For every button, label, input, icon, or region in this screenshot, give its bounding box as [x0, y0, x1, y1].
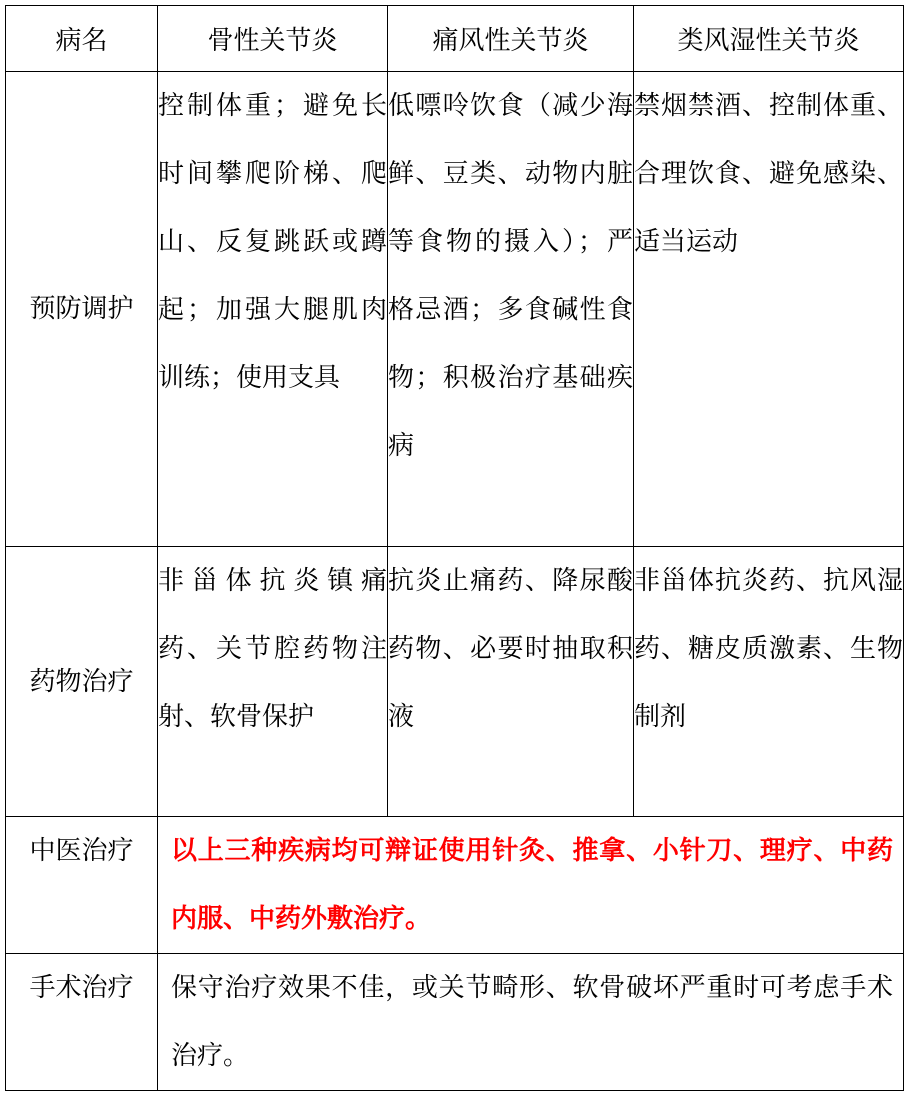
surgery-label: 手术治疗	[6, 954, 158, 1091]
header-gout: 痛风性关节炎	[388, 6, 634, 72]
surgery-row	[6, 954, 904, 1091]
medication-label: 药物治疗	[6, 547, 158, 817]
prevention-rheumatoid-cell: 禁烟禁酒、控制体重、合理饮食、避免感染、适当运动	[634, 72, 904, 547]
header-disease-name: 病名	[6, 6, 158, 72]
header-osteoarthritis: 骨性关节炎	[158, 6, 388, 72]
tcm-text-cell	[158, 817, 904, 954]
header-rheumatoid: 类风湿性关节炎	[634, 6, 904, 72]
tcm-row	[6, 817, 904, 954]
prevention-osteoarthritis-cell: 控制体重；避免长时间攀爬阶梯、爬山、反复跳跃或蹲起；加强大腿肌肉训练；使用支具	[158, 72, 388, 547]
prevention-label: 预防调护	[6, 72, 158, 547]
arthritis-comparison-table	[5, 5, 904, 1091]
medication-row	[6, 547, 904, 817]
prevention-gout-cell: 低嘌呤饮食（减少海鲜、豆类、动物内脏等食物的摄入）；严格忌酒；多食碱性食物；积极治疗基础疾病	[388, 72, 634, 547]
medication-gout-cell: 抗炎止痛药、降尿酸药物、必要时抽取积液	[388, 547, 634, 817]
medication-rheumatoid-cell: 非甾体抗炎药、抗风湿药、糖皮质激素、生物制剂	[634, 547, 904, 817]
prevention-row	[6, 72, 904, 547]
header-row	[6, 6, 904, 72]
medication-osteoarthritis-cell: 非甾体抗炎镇痛药、关节腔药物注射、软骨保护	[158, 547, 388, 817]
tcm-text: 以上三种疾病均可辩证使用针灸、推拿、小针刀、理疗、中药内服、中药外敷治疗。	[171, 836, 893, 934]
tcm-label: 中医治疗	[6, 817, 158, 954]
surgery-text-cell: 保守治疗效果不佳，或关节畸形、软骨破坏严重时可考虑手术治疗。	[158, 954, 904, 1091]
